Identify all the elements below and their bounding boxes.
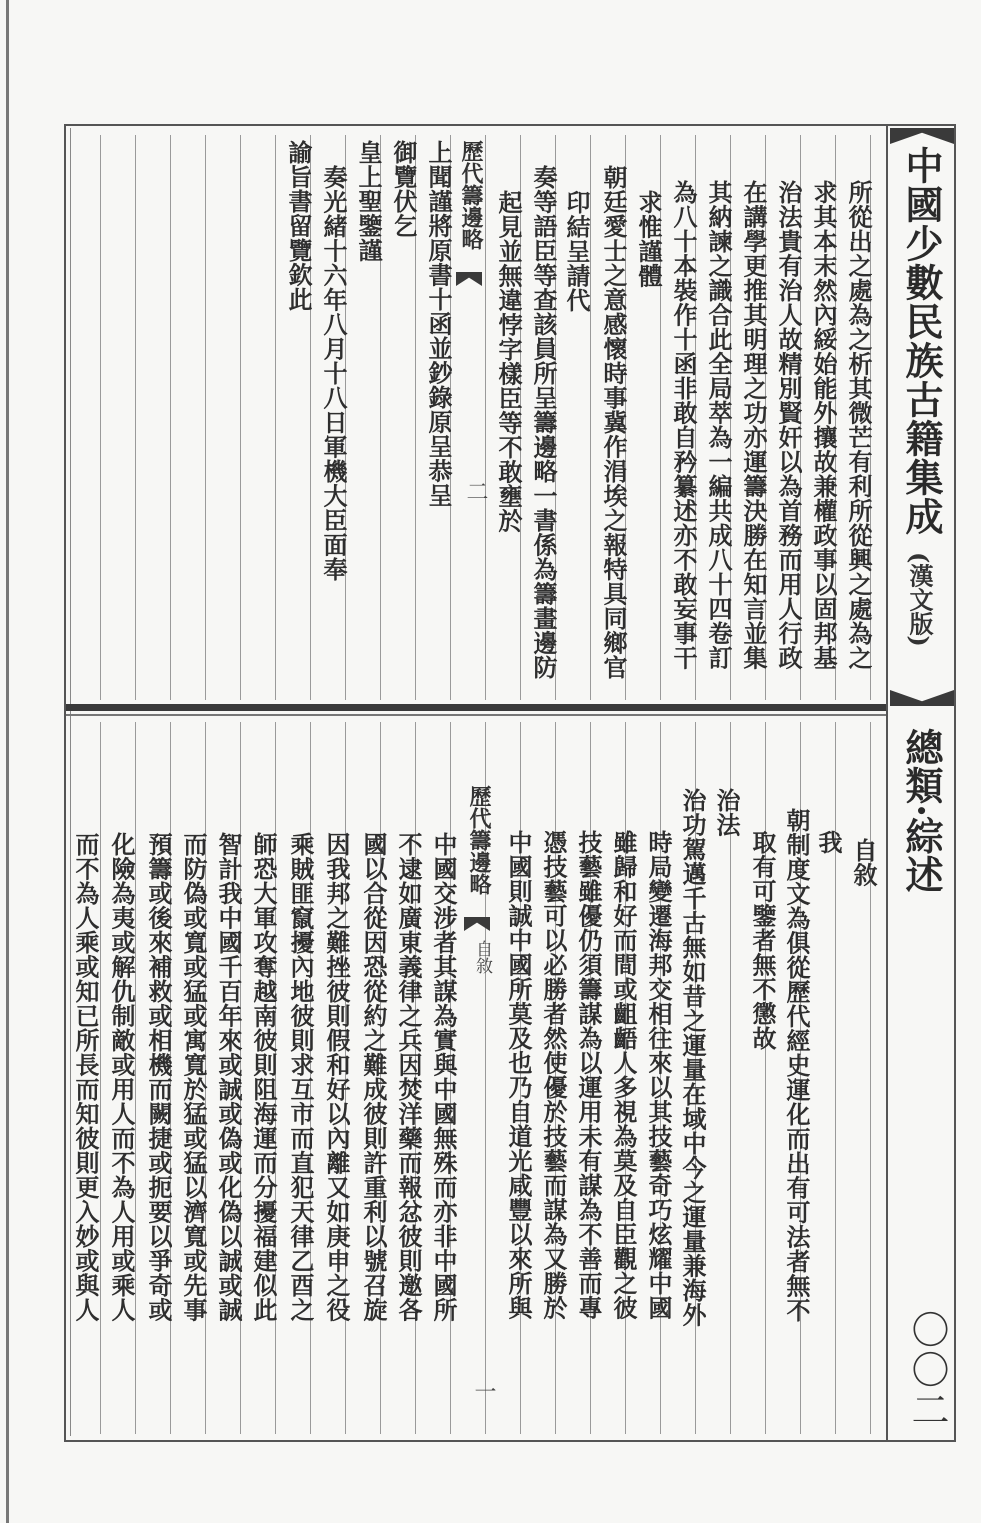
text-column: 治功駕邁千古無如昔之運量在域中今之運量兼海外 [678,788,707,1327]
text-column: 化險為夷或解仇制敵或用人而不為人用或乘人 [107,832,136,1322]
margin-book-title: 歷代籌邊略 [466,785,492,895]
text-column: 奏光緒十六年八月十八日軍機大臣面奉 [319,165,348,582]
text-column: 求惟謹體 [634,190,663,288]
text-column: 因我邦之難挫彼則假和好以內離又如庚申之役 [322,832,351,1322]
text-column: 上聞謹將原書十函並鈔錄原呈恭呈 [424,140,453,508]
header-strip-divider [886,124,888,1442]
text-column: 憑技藝可以必勝者然使優於技藝而謀為又勝於 [539,830,568,1320]
text-column: 奏等語臣等查該員所呈籌邊略一書係為籌畫邊防 [529,165,558,680]
text-column: 治法貴有治人故精別賢奸以為首務而用人行政 [774,180,803,670]
text-column: 求其本末然內綏始能外攘故兼權政事以固邦基 [809,180,838,670]
text-column: 師恐大軍攻奪越南彼則阻海運而分擾福建似此 [249,832,278,1322]
text-column: 御覽伏乞 [389,140,418,238]
text-column: 智計我中國千百年來或誠或偽或化偽以誠或誠 [214,832,243,1322]
text-column: 預籌或後來補救或相機而闕捷或扼要以爭奇或 [144,832,173,1322]
text-column: 治法 [712,788,741,837]
text-column: 印結呈請代 [562,190,591,313]
half-divider-thin [66,714,886,716]
text-column: 所從出之處為之析其微芒有利所從興之處為之 [844,180,873,670]
text-column: 乘賊匪竄擾內地彼則求互市而直犯天律乙酉之 [286,832,315,1322]
text-column: 不逮如廣東義律之兵因焚洋藥而報忿彼則邀各 [394,832,423,1322]
text-column: 起見並無違悖字樣臣等不敢壅於 [494,190,523,533]
text-column: 時局變遷海邦交相往來以其技藝奇巧炫耀中國 [644,830,673,1320]
section-label: 總類·綜述 [899,728,944,894]
text-column: 朝廷愛士之意感懷時事冀作涓埃之報特具同鄉官 [599,165,628,680]
scan-edge [6,0,9,1523]
margin-page-number: 二 [463,480,488,502]
text-column: 雖歸和好而間或齟齬人多視為莫及自臣觀之彼 [609,830,638,1320]
text-column: 取有可鑒者無不懲故 [748,830,777,1051]
text-column: 皇上聖鑒謹 [354,140,383,263]
text-column: 在講學更推其明理之功亦運籌決勝在知言並集 [739,180,768,670]
text-column: 中國交涉者其謀為實與中國無殊而亦非中國所 [429,832,458,1322]
text-column: 而不為人乘或知已所長而知彼則更入妙或與人 [71,832,100,1322]
margin-book-title: 歷代籌邊略 [458,140,484,250]
margin-page-number: 一 [471,1380,496,1402]
text-column: 中國則誠中國所莫及也乃自道光咸豐以來所與 [504,830,533,1320]
series-title: 中國少數民族古籍集成 [899,146,944,536]
margin-section-label: 自敘 [472,940,492,974]
text-column: 我 [814,830,843,855]
text-column: 而防偽或寬或猛或寓寬於猛或猛以濟寬或先事 [179,832,208,1322]
text-column: 為八十本裝作十函非敢自矜纂述亦不敢妄事干 [669,180,698,670]
text-column: 其納諫之識合此全局萃為一編共成八十四卷訂 [704,180,733,670]
edition-label: (漢文版) [905,552,934,647]
text-column: 諭旨書留覽欽此 [284,140,313,312]
half-divider [66,704,886,711]
text-column: 技藝雖優仍須籌謀為以運用未有謀為不善而專 [574,830,603,1320]
text-column: 國以合從因恐從約之難成彼則許重利以號召旋 [359,832,388,1322]
text-column: 朝制度文為俱從歷代經史運化而出有可法者無不 [782,808,811,1323]
page-number: 〇〇二 [905,1310,949,1430]
preface-heading: 自敘 [849,838,878,887]
